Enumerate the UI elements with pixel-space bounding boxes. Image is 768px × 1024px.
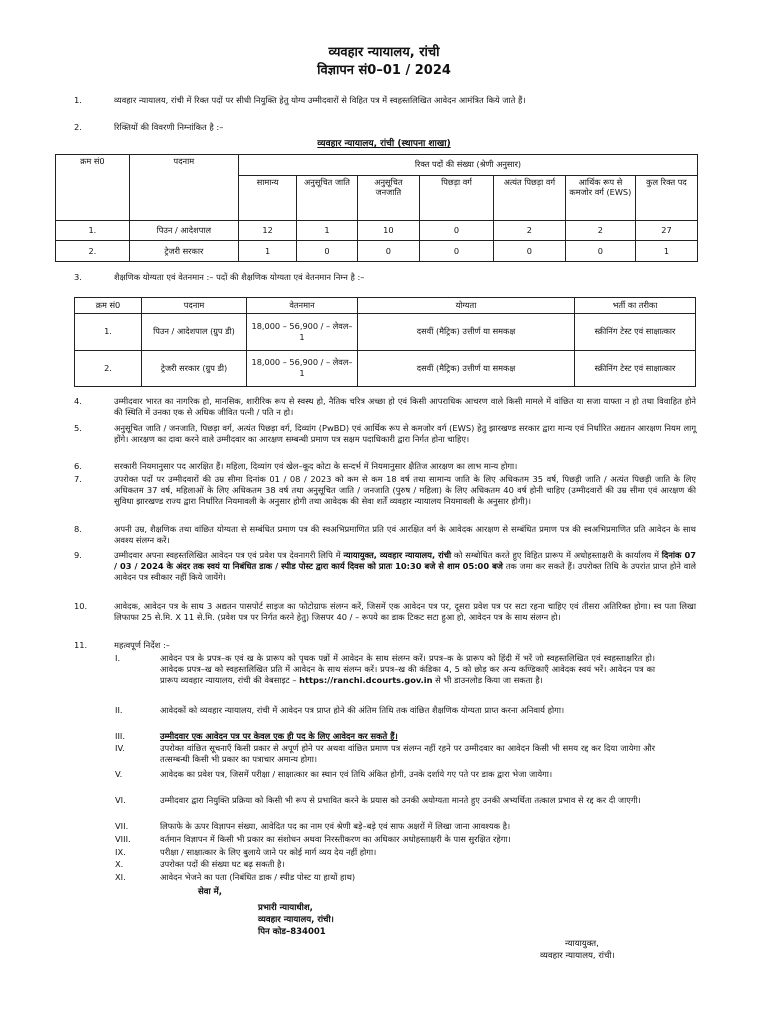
header-cell: कुल रिक्त पद [635,175,697,220]
table-cell: 1 [297,220,357,241]
table-cell: 1 [635,241,697,262]
instruction-item [115,743,655,765]
header-cell: क्रम सं0 [56,155,130,221]
instruction-item [115,731,655,742]
para-text: महत्वपूर्ण निर्देश :– [114,640,170,650]
instruction-text: उम्मीदवार द्वारा नियुक्ति प्रक्रिया को किसी भी रूप से प्रभावित करने के प्रयास को उनकी अयोग्यता मानते हुए उनकी अभ्यर्थिता तत्काल प्रभाव से रद्द कर दी जाएगी। [160,795,641,805]
para-4 [74,396,696,418]
para-7 [74,474,696,507]
vacancy-table [55,154,698,262]
para-number: 3. [74,272,82,282]
para-number: 9. [74,550,82,560]
header-cell: आर्थिक रूप से कमजोर वर्ग (EWS) [565,175,635,220]
instruction-text: उपरोक्त पदों की संख्या घट बढ़ सकती है। [160,859,285,869]
para-number: 10. [74,601,88,611]
address-pincode: पिन कोड–834001 [258,927,326,937]
website-link[interactable]: https://ranchi.dcourts.gov.in [299,675,433,686]
table-row [75,314,696,350]
table-cell: 0 [565,241,635,262]
header-cell: पिछड़ा वर्ग [420,175,494,220]
table-cell: 2. [75,350,142,386]
para-text: शैक्षणिक योग्यता एवं वेतनमान :– पदों की शैक्षणिक योग्यता एवं वेतनमान निम्न है :– [114,272,365,282]
table-cell: 2. [56,241,130,262]
para-11 [74,640,696,651]
para-number: 2. [74,122,82,132]
instruction-text: आवेदन भेजने का पता (निबंधित डाक / स्पीड पोस्ट या हाथों हाथ) [160,872,356,882]
table-cell: पिउन / आदेशपाल [129,220,238,241]
table-caption: व्यवहार न्यायालय, रांची (स्थापना शाखा) [317,139,451,149]
instruction-text: आवेदक का प्रवेश पत्र, जिसमें परीक्षा / साक्षात्कार का स्थान एवं तिथि अंकित होगी, उनके दर्शाये गए पते पर डाक द्वारा भेजा जायेगा। [160,769,553,779]
para-5 [74,423,696,445]
roman-number: VI. [115,795,126,805]
header-cell: योग्यता [358,298,575,314]
table-cell: 12 [238,220,296,241]
address-line: प्रभारी न्यायाधीश, [258,903,313,913]
roman-number: VII. [115,821,129,831]
roman-number: IV. [115,743,125,753]
para-text [114,550,696,583]
instruction-text: उम्मीदवार एक आवेदन पत्र पर केवल एक ही पद के लिए आवेदन कर सकते हैं। [160,731,398,741]
para-text: अपनी उम्र, शैक्षणिक तथा वांछित योग्यता से सम्बंधित प्रमाण पत्र की स्वअभिप्रमाणित प्रति एवं आरक्षित वर्ग के आवेदक आरक्षण से सम्बंधित प्रमाण पत्र की स्वअभिप्रमाणित प्रति आवेदन के साथ अवश्य संलग्न करें। [114,524,696,546]
para-text: उम्मीदवार भारत का नागरिक हो, मानसिक, शारीरिक रूप से स्वस्थ हो, नैतिक चरित्र अच्छा हो एवं किसी आपराधिक आचरण वाले किसी मामले में वांछित या सजा याफ्ता न हो तथा विवाहित होने की स्थिति में उनका एक से अधिक जीवित पत्नी / पति न हो। [114,396,696,418]
header-cell: अनुसूचित जनजाति [357,175,419,220]
instruction-item [115,653,655,686]
header-cell: पदनाम [142,298,247,314]
para-number: 6. [74,461,82,471]
addressee-bold: न्यायायुक्त, व्यवहार न्यायालय, रांची [343,550,452,560]
instruction-text: परीक्षा / साक्षात्कार के लिए बुलाये जाने पर कोई मार्ग व्यय देय नहीं होगा। [160,847,377,857]
address-line: व्यवहार न्यायालय, रांची। [258,915,334,925]
para-text: व्यवहार न्यायालय, रांची में रिक्त पदों पर सीधी नियुक्ति हेतु योग्य उम्मीदवारों से विहित पत्र में स्वहस्तलिखित आवेदन आमंत्रित किये जाते हैं। [114,95,526,105]
roman-number: IX. [115,847,126,857]
table-cell: 0 [297,241,357,262]
table-cell: 1 [238,241,296,262]
table-cell: 2 [493,220,565,241]
para-text: सरकारी नियमानुसार पद आरक्षित हैं। महिला, दिव्यांग एवं खेल–कूद कोटा के सन्दर्भ में नियमानुसार क्षैतिज आरक्षण का लाभ मान्य होगा। [114,461,518,471]
header-cell: वेतनमान [247,298,358,314]
para-text: उपरोक्त पदों पर उम्मीदवारों की उम्र सीमा दिनांक 01 / 08 / 2023 को कम से कम 18 वर्ष तथा सामान्य जाति के लिए अधिकतम 35 वर्ष, पिछड़ी जाति / अत्यंत पिछड़ी जाति के लिए अधिकतम 37 वर्ष, महिलाओं के लिए अधिकतम 38 वर्ष तथा अनुसूचित जाति / जनजाति (पुरुष / महिला) के लिए अधिकतम 40 वर्ष होनी चाहिए (उम्मीदवारों की उम्र सीमा एवं आरक्षण की सुविधा झारखण्ड राज्य द्वारा निर्धारित नियमावली के अनुसार होगी तथा आवेदक की सेवा शर्तें व्यवहार न्यायालय नियमावली के अनुसार होगी)। [114,474,696,507]
header-cell: भर्ती का तरीका [575,298,696,314]
table-cell: दसवीं (मैट्रिक) उत्तीर्ण या समकक्ष [358,314,575,350]
header-cell: क्रम सं0 [75,298,142,314]
para-number: 7. [74,474,82,484]
table-cell: 1. [75,314,142,350]
para-10 [74,601,696,623]
table-row [75,350,696,386]
table-row [56,241,698,262]
header-cell: अनुसूचित जाति [297,175,357,220]
para-9 [74,550,696,583]
qualification-table [74,297,696,387]
table-cell: 0 [420,241,494,262]
table-cell: 1. [56,220,130,241]
deadline-bold: दिनांक 07 / 03 / 2024 के अंदर तक स्वयं या निबंधित डाक / स्पीड पोस्ट द्वारा कार्य दिवस को प्रातः 10:30 बजे से शाम 05:00 बजे [114,550,697,572]
signatory-office: व्यवहार न्यायालय, रांची। [540,951,615,961]
roman-number: XI. [115,872,126,882]
para-6 [74,461,696,472]
table-cell: 18,000 – 56,900 / – लेवल–1 [247,314,358,350]
instruction-item [115,769,655,780]
para-2 [74,122,696,133]
roman-number: X. [115,859,124,869]
para-text-part: को सम्बोधित करते हुए विहित प्रारूप में अधोहस्ताक्षरी के कार्यालय में [451,550,662,560]
instruction-item [115,859,655,870]
table-cell: 27 [635,220,697,241]
instruction-text: उपरोक्त वांछित सूचनाएँ किसी प्रकार से अपूर्ण होने पर अथवा वांछित प्रमाण पत्र संलग्न नहीं रहने पर उम्मीदवार का आवेदन किसी भी समय रद्द कर दिया जायेगा और तत्सम्बन्धी किसी भी प्रकार का पत्राचार अमान्य होगा। [160,743,655,765]
page-title: व्यवहार न्यायालय, रांची [328,45,440,60]
instruction-item [115,847,655,858]
para-number: 4. [74,396,82,406]
roman-number: III. [115,731,125,741]
header-cell: सामान्य [238,175,296,220]
table-cell: 18,000 – 56,900 / – लेवल–1 [247,350,358,386]
instruction-text: आवेदकों को व्यवहार न्यायालय, रांची में आवेदन पत्र प्राप्त होने की अंतिम तिथि तक वांछित शैक्षणिक योग्यता प्राप्त करना अनिवार्य होगा। [160,705,565,715]
table-cell: स्क्रीनिंग टेस्ट एवं साक्षात्कार [575,350,696,386]
para-number: 11. [74,640,88,650]
instruction-text [160,653,655,686]
instruction-item [115,821,655,832]
para-text-part: तक जमा कर सकते हैं। उपरोक्त तिथि के उपरांत प्राप्त होने वाले आवेदन पत्र स्वीकार नहीं किये जायेंगे। [114,561,696,583]
instruction-item [115,795,655,806]
instruction-item [115,834,655,845]
address-salutation: सेवा में, [198,887,222,897]
table-cell: 0 [493,241,565,262]
table-cell: 10 [357,220,419,241]
table-cell: 0 [420,220,494,241]
para-number: 1. [74,95,82,105]
roman-number: II. [115,705,123,715]
header-cell: रिक्त पदों की संख्या (श्रेणी अनुसार) [238,155,697,176]
para-text: रिक्तियों की विवरणी निम्नांकित है :– [114,122,224,132]
roman-number: V. [115,769,123,779]
para-1 [74,95,696,106]
table-cell: दसवीं (मैट्रिक) उत्तीर्ण या समकक्ष [358,350,575,386]
table-cell: पिउन / आदेशपाल (ग्रुप डी) [142,314,247,350]
para-text: आवेदक, आवेदन पत्र के साथ 3 अद्यतन पासपोर्ट साइज का फोटोग्राफ संलग्न करें, जिसमें एक आवेदन पत्र पर, दूसरा प्रवेश पत्र पर सटा रहना चाहिए एवं तीसरा अतिरिक्त होगा। स्व पता लिखा लिफाफा 25 से.मि. X 11 से.मि. (प्रवेश पत्र पर निर्गत करने हेतु) जिसपर 40 / – रूपये का डाक टिकट सटा हुआ हो, आवेदन पत्र के साथ संलग्न हो। [114,601,696,623]
para-number: 8. [74,524,82,534]
table-cell: 0 [357,241,419,262]
table-cell: 2 [565,220,635,241]
para-8 [74,524,696,546]
header-cell: अत्यंत पिछड़ा वर्ग [493,175,565,220]
roman-number: VIII. [115,834,131,844]
para-text-part: उम्मीदवार अपना स्वहस्तलिखित आवेदन पत्र एवं प्रवेश पत्र देवनागरी लिपि में [114,550,344,560]
instruction-item [115,872,655,883]
para-text: अनुसूचित जाति / जनजाति, पिछड़ा वर्ग, अत्यंत पिछड़ा वर्ग, दिव्यांग (PwBD) एवं आर्थिक रूप से कमजोर वर्ग (EWS) हेतु झारखण्ड सरकार द्वारा मान्य एवं निर्धारित अद्यतन आरक्षण नियम लागू होंगे। आरक्षण का दावा करने वाले उम्मीदवार का आरक्षण सम्बन्धी प्रमाण पत्र सक्षम पदाधिकारी द्वारा निर्गत होना चाहिए। [114,423,696,445]
table-row [56,220,698,241]
table-cell: स्क्रीनिंग टेस्ट एवं साक्षात्कार [575,314,696,350]
advertisement-number: विज्ञापन सं0–01 / 2024 [317,63,451,78]
instruction-item [115,705,655,716]
header-cell: पदनाम [129,155,238,221]
para-3 [74,272,696,283]
signatory-title: न्यायायुक्त, [565,939,599,949]
instruction-text: वर्तमान विज्ञापन में किसी भी प्रकार का संशोधन अथवा निरस्तीकरण का अधिकार अधोहस्ताक्षरी के पास सुरक्षित रहेगा। [160,834,511,844]
para-number: 5. [74,423,82,433]
table-cell: ट्रेजरी सरकार [129,241,238,262]
instruction-text: लिफाफे के ऊपर विज्ञापन संख्या, आवेदित पद का नाम एवं श्रेणी बड़े–बड़े एवं साफ अक्षरों में लिखा जाना आवश्यक है। [160,821,511,831]
table-cell: ट्रेजरी सरकार (ग्रुप डी) [142,350,247,386]
instruction-text-part: से भी डाउनलोड किया जा सकता है। [432,675,543,686]
instruction-text-part: आवेदन पत्र के प्रपत्र–क एवं ख के प्रारूप को पृथक पन्नों में आवेदन के साथ संलग्न करें। प्रपत्र–क के प्रारूप को हिंदी में भरें जो स्वहस्तलिखित एवं स्वहस्ताक्षरित हो। आवेदक प्रपत्र–ख को स्वहस्तलिखित प्रति में आवेदन के साथ संलग्न करें। प्रपत्र–ख की कंडिका 4, 5 को छोड़ कर अन्य कण्डिकाएँ आवेदक स्वयं भरें। आवेदन पत्र का प्रारूप व्यवहार न्यायालय, रांची की वेबसाइट – [160,653,655,686]
roman-number: I. [115,653,121,663]
